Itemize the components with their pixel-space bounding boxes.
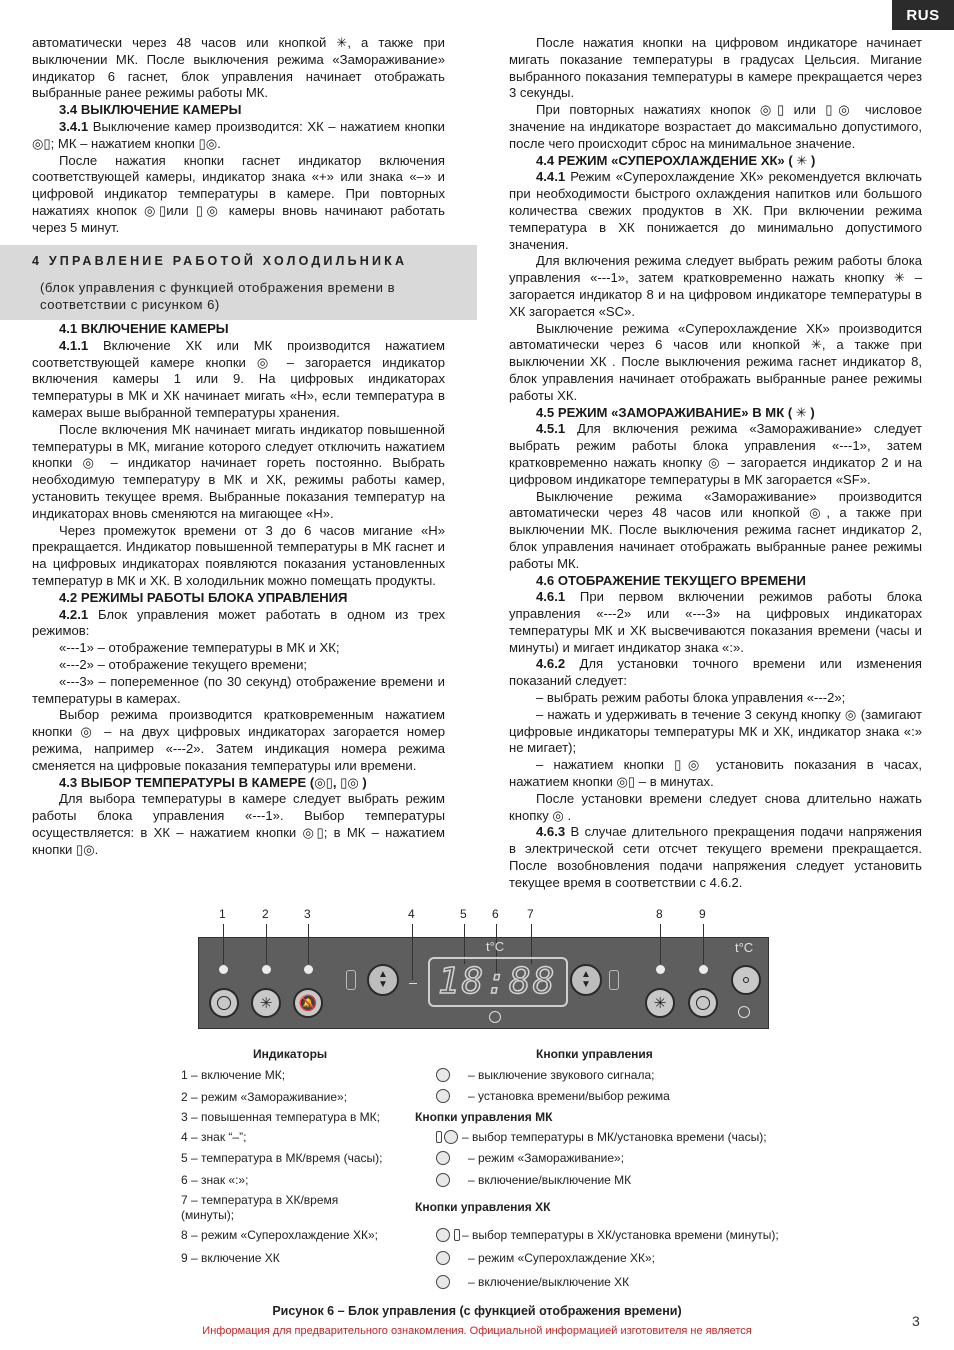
disclaimer: Информация для предварительного ознакомления. Официальной информацией изготовителя не является xyxy=(202,1325,752,1337)
paragraph: После нажатия кнопки на цифровом индикаторе начинает мигать показание температуры в градусах Цельсия. Мигание выбранного показания температуры в камере прекращается через 3 секунды. xyxy=(509,35,922,101)
time-mode-button[interactable] xyxy=(731,965,761,995)
clock-icon xyxy=(489,1011,501,1023)
step-item: – нажатием кнопки ▯◎ установить показания в часах, нажатием кнопки ◎▯ – в минутах. xyxy=(509,757,922,790)
display-digits: 18:88 xyxy=(438,961,557,1002)
indicator-led-8 xyxy=(656,965,665,974)
arrow-up-icon: ▲ xyxy=(378,969,388,980)
heading-4-2: 4.2 РЕЖИМЫ РАБОТЫ БЛОКА УПРАВЛЕНИЯ xyxy=(59,589,348,605)
mk-buttons-heading: Кнопки управления МК xyxy=(415,1110,553,1124)
step-item: – выбрать режим работы блока управления «---2»; xyxy=(536,690,846,706)
left-column-main xyxy=(32,321,445,859)
step-item: – нажать и удерживать в течение 3 секунд кнопку ◎ (замигают цифровые индикаторы температуры МК и ХК, индикатор знака «:» не мигает); xyxy=(509,706,922,756)
legend-row: – включение/выключение ХК xyxy=(436,1275,629,1289)
power-icon xyxy=(696,996,710,1010)
legend-row: – режим «Замораживание»; xyxy=(436,1151,624,1165)
figure-number-3: 3 xyxy=(304,907,311,921)
paragraph: Выключение режима «Замораживание» производится автоматически через 48 часов или кнопкой ◎, а также при выключении МК. После выключения режима гаснет индикатор 2, блок управления начинает отображать выбранные ранее режимы работы МК. xyxy=(509,488,922,571)
section-subtitle: (блок управления с функцией отображения времени в соответствии с рисунком 6) xyxy=(40,280,396,312)
legend-row: – режим «Суперохлаждение ХК»; xyxy=(436,1251,655,1265)
section-title: 4 УПРАВЛЕНИЕ РАБОТОЙ ХОЛОДИЛЬНИКА xyxy=(32,254,408,268)
paragraph: Выключение режима «Суперохлаждение ХК» производится автоматически через 6 часов или кнопкой ✳, а также при выключении ХК . После выключения режима гаснет индикатор 8, блок управления начинает отображать выбранные ранее режимы работы ХК. xyxy=(509,320,922,403)
paragraph-4-4-1: 4.4.1 Режим «Суперохлаждение ХК» рекомендуется включать при необходимости быстрого охлаждения напитков или большого количества свежих продуктов в ХК. При включении режима температура в ХК понижается до минимально допустимого значения. xyxy=(509,169,922,252)
legend-row: – выключение звукового сигнала; xyxy=(436,1068,655,1082)
paragraph-4-6-3: 4.6.3 В случае длительного прекращения подачи напряжения в электрической сети отсчет текущего времени прекращается. После возобновления подачи напряжения следует установить текущее время в соответствии с 4.6.2. xyxy=(509,824,922,890)
freeze-button[interactable] xyxy=(251,988,281,1018)
xk-temp-updown-button[interactable] xyxy=(570,964,602,996)
mk-temp-updown-button[interactable] xyxy=(367,964,399,996)
indicator-led-9 xyxy=(699,965,708,974)
heading-4-1: 4.1 ВКЛЮЧЕНИЕ КАМЕРЫ xyxy=(59,321,229,336)
xk-temp-bar-icon xyxy=(609,970,619,990)
leader-line xyxy=(412,924,413,980)
indicator-item: 3 – повышенная температура в МК; xyxy=(181,1110,380,1124)
paragraph: Для выбора температуры в камере следует выбрать режим работы блока управления «---1». Выбор температуры осуществляется: в ХК – нажатием кнопки ◎▯; в МК – нажатием кнопки ▯◎. xyxy=(32,791,445,857)
dot-icon xyxy=(743,977,749,983)
indicator-item: 1 – включение МК; xyxy=(181,1068,286,1082)
figure-number-5: 5 xyxy=(460,907,467,921)
leader-line xyxy=(308,924,309,964)
legend-row: – установка времени/выбор режима xyxy=(436,1089,670,1103)
paragraph: После включения МК начинает мигать индикатор повышенной температуры в МК, мигание которого следует отключить нажатием кнопки ◎ – индикатор начинает гореть постоянно. Выбрать необходимую температуру в МК и ХК, режимы работы камер, установить текущее время. Выбранные показания температур на индикаторах вновь сменяются на мигающее «Н». xyxy=(32,421,445,521)
paragraph-4-6-2: 4.6.2 Для установки точного времени или изменения показаний следует: xyxy=(509,656,922,689)
bar-icon xyxy=(436,1131,442,1143)
figure-number-7: 7 xyxy=(527,907,534,921)
arrow-down-icon: ▼ xyxy=(581,979,591,990)
indicator-led-1 xyxy=(219,965,228,974)
paragraph-4-1-1: 4.1.1 Включение ХК или МК производится нажатием соответствующей камере кнопки ◎ – загорается индикатор включения камеры 1 или 9. На цифровых индикаторах температуры в МК и ХК начинает мигать «Н», если температура в камерах выше выбранной температуры хранения. xyxy=(32,337,445,420)
figure-number-1: 1 xyxy=(219,907,226,921)
page-number: 3 xyxy=(912,1313,920,1329)
paragraph: Через промежуток времени от 3 до 6 часов мигание «Н» прекращается. Индикатор повышенной температуры в МК гаснет и на цифровых индикаторах появляются показания установленных температур в МК и ХК. В холодильник можно помещать продукты. xyxy=(32,522,445,588)
indicator-item: 5 – температура в МК/время (часы); xyxy=(181,1151,383,1165)
temp-label: t°C xyxy=(486,939,505,954)
right-column xyxy=(509,35,922,892)
paragraph: Выбор режима производится кратковременным нажатием кнопки ◎ – на двух цифровых индикаторах загорается номер режима, например «---2». Затем индикация номера режима сменяется на цифровые показания температуры или времени. xyxy=(32,707,445,773)
indicator-item: 4 – знак “–”; xyxy=(181,1130,247,1144)
figure-caption: Рисунок 6 – Блок управления (с функцией отображения времени) xyxy=(272,1304,682,1318)
bar-icon xyxy=(454,1229,460,1241)
mk-temp-bar-icon xyxy=(346,970,356,990)
temp-label-right: t°C xyxy=(735,940,754,955)
minus-sign xyxy=(409,983,417,984)
power-icon xyxy=(436,1173,450,1187)
leader-line xyxy=(660,924,661,964)
mode-item: «---2» – отображение текущего времени; xyxy=(59,656,308,672)
heading-4-4: 4.4 РЕЖИМ «СУПЕРОХЛАЖДЕНИЕ ХК» ( ✳ ) xyxy=(536,152,816,168)
paragraph-3-4-1: 3.4.1 Выключение камер производится: ХК – нажатием кнопки ◎▯; МК – нажатием кнопки ▯◎. xyxy=(32,118,445,151)
clock-button-icon xyxy=(436,1089,450,1103)
indicators-heading: Индикаторы xyxy=(253,1047,328,1061)
paragraph-4-5-1: 4.5.1 Для включения режима «Замораживание» следует выбрать режим работы блока управления «---1», затем кратковременно нажать кнопку ◎ – загорается индикатор 2 и на цифровом индикаторе температуры в МК загорается «SF». xyxy=(509,421,922,487)
snowflake-icon xyxy=(436,1251,450,1265)
paragraph: После нажатия кнопки гаснет индикатор включения соответствующей камеры, индикатор знака «+» или знака «–» и цифровой индикатор температуры в камере. При повторных нажатиях кнопок ◎▯или ▯◎ камеры вновь начинают работать через 5 минут. xyxy=(32,152,445,235)
indicator-item: 6 – знак «:»; xyxy=(181,1173,249,1187)
mode-item: «---1» – отображение температуры в МК и ХК; xyxy=(59,640,340,656)
leader-line xyxy=(703,924,704,964)
paragraph: При повторных нажатиях кнопок ◎▯ или ▯◎ числовое значение на индикаторе возрастает до максимально допустимого, после чего происходит сброс на минимальное значение. xyxy=(509,102,922,151)
xk-buttons-heading: Кнопки управления ХК xyxy=(415,1200,551,1214)
indicator-led-2 xyxy=(262,965,271,974)
updown-icon xyxy=(444,1130,458,1144)
heading-4-6: 4.6 ОТОБРАЖЕНИЕ ТЕКУЩЕГО ВРЕМЕНИ xyxy=(536,572,806,588)
heading-4-5: 4.5 РЕЖИМ «ЗАМОРАЖИВАНИЕ» В МК ( ✳ ) xyxy=(536,404,815,420)
power-icon xyxy=(217,996,231,1010)
snowflake-icon: ✳ xyxy=(653,995,667,1012)
paragraph-4-6-1: 4.6.1 При первом включении режимов работы блока управления «---2» или «---3» на цифровых индикаторах температуры МК и ХК высвечиваются показания времени (часы и минуты) и мигает индикатор знака «:». xyxy=(509,589,922,655)
figure-number-4: 4 xyxy=(408,907,415,921)
paragraph-4-2-1: 4.2.1 Блок управления может работать в одном из трех режимов: xyxy=(32,606,445,639)
mk-power-button[interactable] xyxy=(209,988,239,1018)
arrow-down-icon: ▼ xyxy=(378,979,388,990)
leader-line xyxy=(266,924,267,964)
figure-number-9: 9 xyxy=(699,907,706,921)
figure-number-8: 8 xyxy=(656,907,663,921)
heading-4-3: 4.3 ВЫБОР ТЕМПЕРАТУРЫ В КАМЕРЕ (◎▯, ▯◎ ) xyxy=(59,774,367,790)
legend-row: – выбор температуры в ХК/установка времени (минуты); xyxy=(436,1228,779,1242)
updown-icon xyxy=(436,1228,450,1242)
indicator-item: 7 – температура в ХК/время (минуты); xyxy=(181,1193,339,1222)
paragraph: После установки времени следует снова длительно нажать кнопку ◎ . xyxy=(509,790,922,823)
legend-row: – выбор температуры в МК/установка времени (часы); xyxy=(436,1130,767,1144)
mute-alarm-button[interactable] xyxy=(293,988,323,1018)
legend-row: – включение/выключение МК xyxy=(436,1173,631,1187)
clock-icon xyxy=(738,1006,750,1018)
buttons-heading: Кнопки управления xyxy=(536,1047,653,1061)
mode-item: «---3» – попеременное (по 30 секунд) отображение времени и температуры в камерах. xyxy=(32,673,445,706)
heading-3-4: 3.4 ВЫКЛЮЧЕНИЕ КАМЕРЫ xyxy=(59,102,242,118)
paragraph: автоматически через 48 часов или кнопкой ✳, а также при выключении МК. После выключения режима «Замораживание» индикатор 6 гаснет, блок управления начинает отображать выбранные ранее режимы работы МК. xyxy=(32,35,445,101)
indicator-item: 8 – режим «Суперохлаждение ХК»; xyxy=(181,1228,378,1242)
indicator-item: 2 – режим «Замораживание»; xyxy=(181,1090,348,1104)
indicator-item: 9 – включение ХК xyxy=(181,1251,280,1265)
figure-number-6: 6 xyxy=(492,907,499,921)
bell-off-icon: 🔕 xyxy=(298,995,318,1012)
leader-line xyxy=(223,924,224,964)
superchill-button[interactable] xyxy=(645,988,675,1018)
indicator-led-3 xyxy=(304,965,313,974)
snowflake-icon: ✳ xyxy=(259,995,273,1012)
paragraph: Для включения режима следует выбрать режим работы блока управления «---1», затем кратковременно нажать кнопку ✳ – загорается индикатор 8 и на цифровом индикаторе температуры в ХК загорается «SC». xyxy=(509,253,922,319)
language-tab: RUS xyxy=(892,0,954,30)
power-icon xyxy=(436,1275,450,1289)
arrow-up-icon: ▲ xyxy=(581,969,591,980)
snowflake-icon xyxy=(436,1151,450,1165)
bell-off-icon xyxy=(436,1068,450,1082)
xk-power-button[interactable] xyxy=(688,988,718,1018)
left-column-top xyxy=(32,35,445,237)
figure-number-2: 2 xyxy=(262,907,269,921)
